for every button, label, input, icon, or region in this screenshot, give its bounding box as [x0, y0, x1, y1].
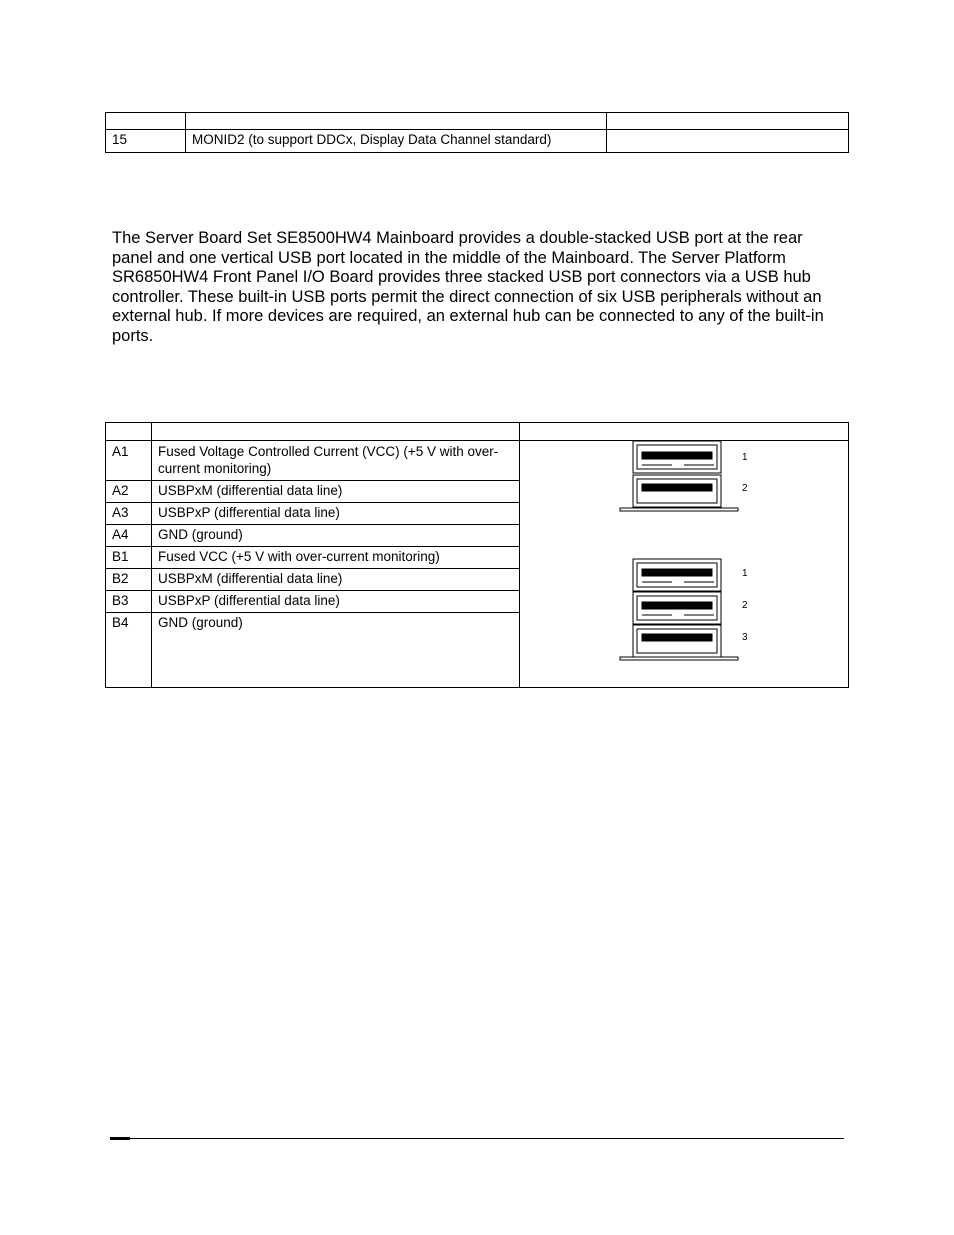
connector-base	[620, 508, 738, 511]
signal-cell: GND (ground)	[152, 525, 520, 547]
footer-rule-accent	[110, 1137, 130, 1140]
vga-pinout-table	[105, 112, 849, 153]
signal-cell: USBPxP (differential data line)	[152, 503, 520, 525]
extra-cell	[607, 130, 849, 153]
usb-description-paragraph: The Server Board Set SE8500HW4 Mainboard provides a double-stacked USB port at the rear panel and one vertical USB port located in the middle of the Mainboard. The Server Platform SR6850HW4 Front Panel I/O Board provides three stacked USB port connectors via a USB hub controller. These built-in USB ports permit the direct connection of six USB peripherals without an external hub. If more devices are required, an external hub can be connected to any of the built-in ports.	[112, 229, 824, 345]
pin-cell: B1	[106, 547, 152, 569]
usb-port-tongue	[642, 452, 712, 459]
table-header-row	[106, 423, 849, 441]
usb-port-tongue	[642, 484, 712, 491]
signal-cell: USBPxM (differential data line)	[152, 481, 520, 503]
usb-connector-diagram-cell	[520, 441, 849, 688]
pin-cell: B2	[106, 569, 152, 591]
table-row	[106, 130, 849, 153]
header-cell	[106, 423, 152, 441]
footer-rule	[110, 1138, 844, 1139]
signal-cell: MONID2 (to support DDCx, Display Data Channel standard)	[186, 130, 607, 153]
table-row	[106, 441, 849, 481]
signal-cell: GND (ground)	[152, 613, 520, 688]
signal-cell: Fused Voltage Controlled Current (VCC) (+5 V with over-current monitoring)	[152, 441, 520, 481]
usb-connector-diagram	[520, 441, 848, 687]
port-number-label: 2	[742, 483, 748, 494]
pin-cell: A2	[106, 481, 152, 503]
usb-port-tongue	[642, 569, 712, 576]
connector-base	[620, 657, 738, 660]
usb-port-tongue	[642, 634, 712, 641]
table-header-row	[106, 113, 849, 130]
header-cell	[152, 423, 520, 441]
port-number-label: 3	[742, 632, 748, 643]
header-cell	[186, 113, 607, 130]
header-cell	[607, 113, 849, 130]
port-number-label: 1	[742, 568, 748, 579]
header-cell	[520, 423, 849, 441]
pin-cell: A3	[106, 503, 152, 525]
pin-cell: B4	[106, 613, 152, 688]
usb-port-tongue	[642, 602, 712, 609]
signal-cell: USBPxP (differential data line)	[152, 591, 520, 613]
port-number-label: 2	[742, 600, 748, 611]
pin-cell: B3	[106, 591, 152, 613]
header-cell	[106, 113, 186, 130]
pin-cell: 15	[106, 130, 186, 153]
port-number-label: 1	[742, 452, 748, 463]
double-stack-connector	[620, 441, 738, 511]
signal-cell: Fused VCC (+5 V with over-current monitoring)	[152, 547, 520, 569]
triple-stack-connector	[620, 559, 738, 660]
usb-pinout-table	[105, 422, 849, 688]
signal-cell: USBPxM (differential data line)	[152, 569, 520, 591]
pin-cell: A1	[106, 441, 152, 481]
pin-cell: A4	[106, 525, 152, 547]
